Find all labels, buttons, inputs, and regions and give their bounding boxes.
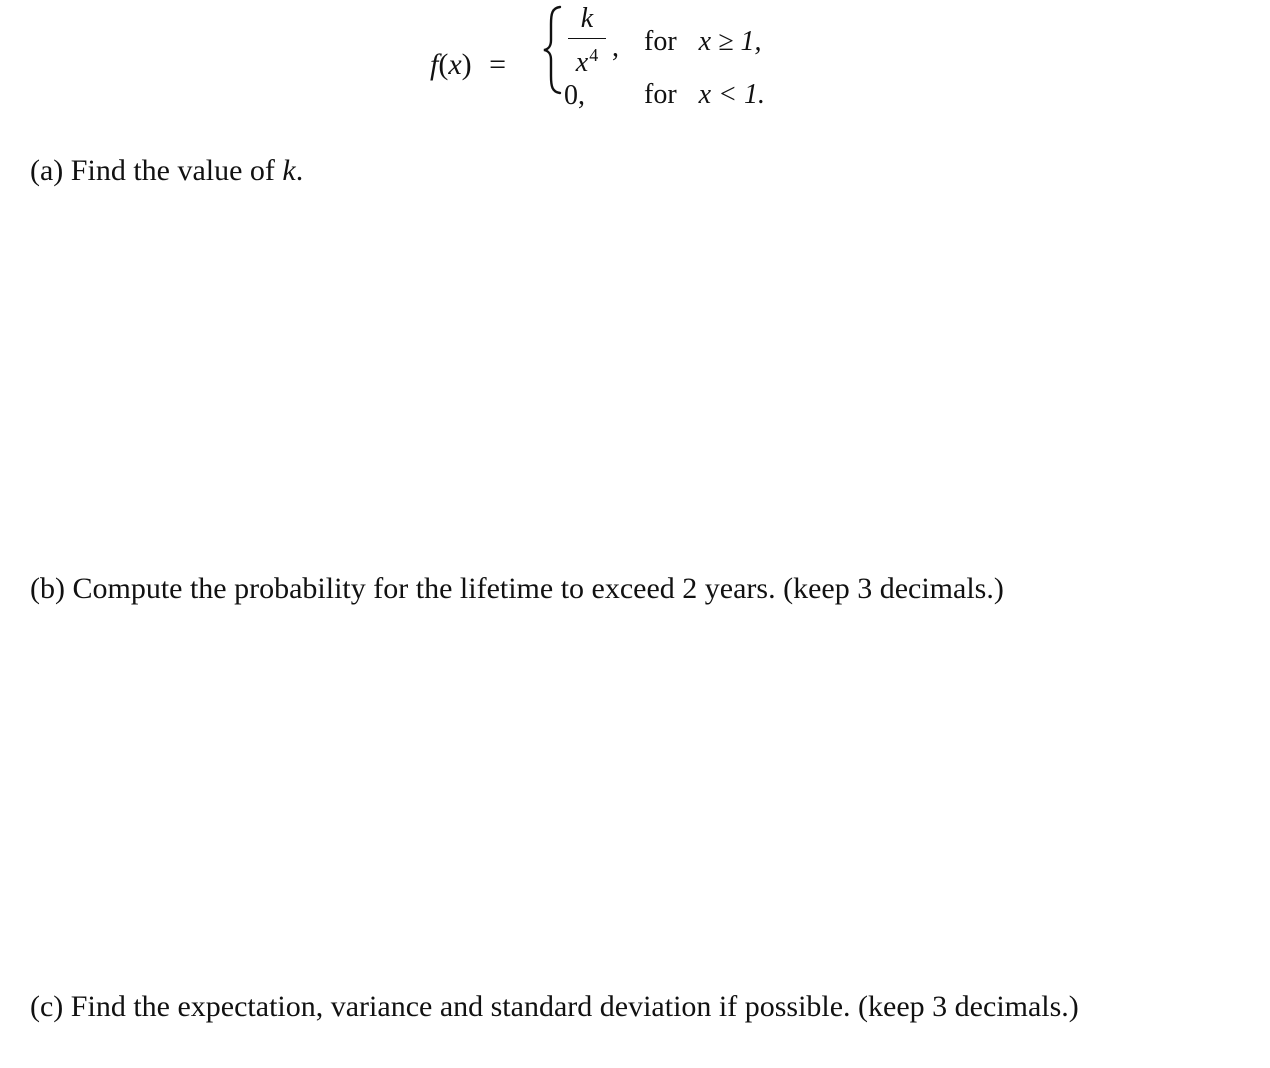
case2-value: 0, xyxy=(564,80,585,111)
question-b: (b) Compute the probability for the lifetime to exceed 2 years. (keep 3 decimals.) xyxy=(30,572,1004,605)
function-name: f xyxy=(430,48,439,81)
question-a-variable: k xyxy=(282,154,296,187)
question-a-period: . xyxy=(295,154,304,187)
question-c: (c) Find the expectation, variance and standard deviation if possible. (keep 3 decimals.) xyxy=(30,990,1079,1023)
question-a-text: (a) Find the value of xyxy=(30,154,283,187)
open-paren: ( xyxy=(438,48,449,81)
denominator-variable: x xyxy=(575,47,589,78)
denominator-exponent: 4 xyxy=(589,45,599,65)
case1-comma: , xyxy=(612,32,619,63)
fraction-numerator: k xyxy=(580,3,594,34)
close-paren: ) xyxy=(461,48,472,81)
question-a xyxy=(30,154,303,188)
case2-inequality: x < 1. xyxy=(698,79,765,110)
case2-for-label: for xyxy=(644,79,677,110)
case1-for-label: for xyxy=(644,26,677,57)
piecewise-density-formula xyxy=(430,4,810,124)
equals-sign: = xyxy=(489,48,507,81)
case1-condition xyxy=(644,26,761,58)
case1-fraction xyxy=(564,4,610,77)
formula-lhs xyxy=(430,48,506,82)
function-variable: x xyxy=(448,48,462,81)
fraction-denominator xyxy=(564,41,610,77)
fraction-bar xyxy=(568,38,606,39)
case1-inequality: x ≥ 1, xyxy=(698,26,762,57)
left-brace-icon xyxy=(542,4,564,96)
case2-condition xyxy=(644,79,765,111)
